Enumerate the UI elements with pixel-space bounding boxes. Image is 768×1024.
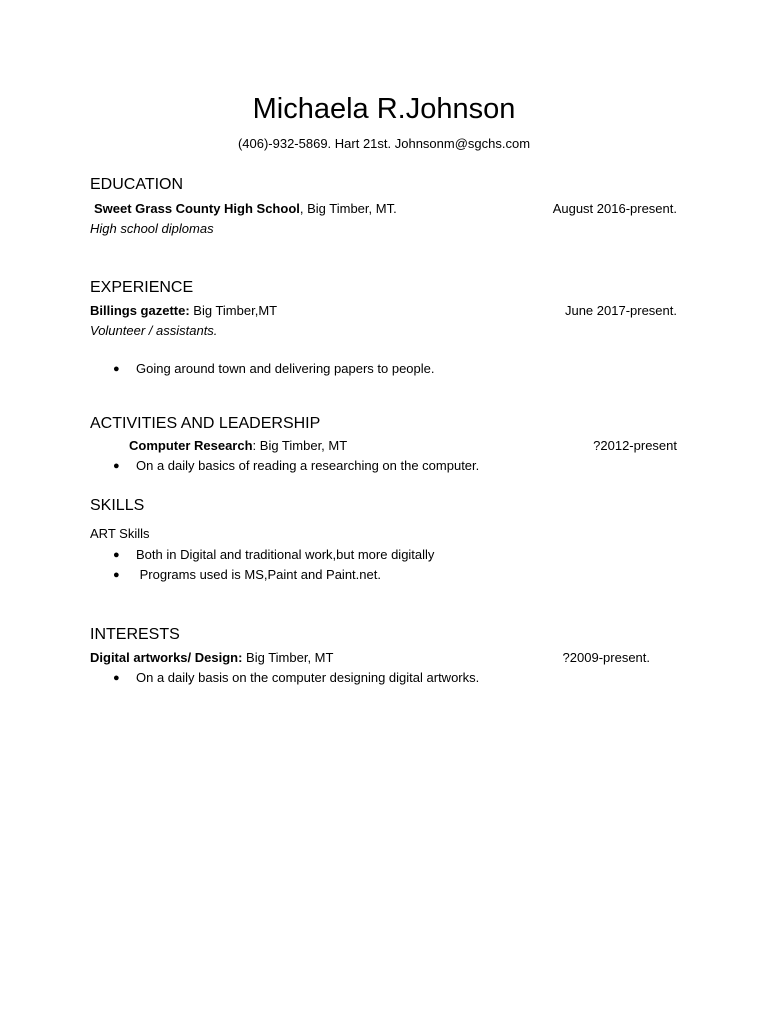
interests-location: Big Timber, MT (242, 650, 334, 665)
education-detail: High school diplomas (90, 221, 214, 236)
bullet-marker: ● (113, 549, 120, 561)
education-date: August 2016-present. (552, 201, 677, 216)
skills-bullet: Programs used is MS,Paint and Paint.net. (136, 567, 381, 582)
activities-org: Computer Research (129, 438, 253, 453)
experience-heading: EXPERIENCE (90, 279, 194, 296)
interests-date: ?2009-present. (562, 650, 650, 665)
experience-location: Big Timber,MT (189, 303, 278, 318)
skills-heading: SKILLS (90, 497, 145, 514)
interests-heading: INTERESTS (90, 626, 180, 643)
education-school: Sweet Grass County High School (94, 201, 300, 216)
bullet-marker: ● (113, 569, 120, 581)
skills-label: ART Skills (90, 526, 150, 541)
education-heading: EDUCATION (90, 176, 184, 193)
activities-location: : Big Timber, MT (252, 438, 348, 453)
experience-role: Volunteer / assistants. (90, 323, 218, 338)
education-school-line (94, 201, 397, 216)
contact-line: (406)-932-5869. Hart 21st. Johnsonm@sgchs.com (237, 136, 531, 151)
activities-heading: ACTIVITIES AND LEADERSHIP (90, 415, 321, 432)
bullet-marker: ● (113, 460, 120, 472)
experience-date: June 2017-present. (564, 303, 677, 318)
activities-date: ?2012-present (593, 438, 677, 453)
bullet-marker: ● (113, 363, 120, 375)
experience-bullet: Going around town and delivering papers to people. (136, 361, 435, 376)
activities-bullet: On a daily basics of reading a researching on the computer. (136, 458, 480, 473)
bullet-marker: ● (113, 672, 120, 684)
interests-bullet: On a daily basis on the computer designing digital artworks. (136, 670, 480, 685)
interests-org-line (90, 650, 333, 665)
interests-org: Digital artworks/ Design: (90, 650, 243, 665)
skills-bullet: Both in Digital and traditional work,but more digitally (136, 547, 435, 562)
activities-org-line (129, 438, 347, 453)
experience-org-line (90, 303, 277, 318)
education-location: , Big Timber, MT. (299, 201, 397, 216)
resume-name: Michaela R.Johnson (252, 93, 516, 125)
experience-org: Billings gazette: (90, 303, 190, 318)
